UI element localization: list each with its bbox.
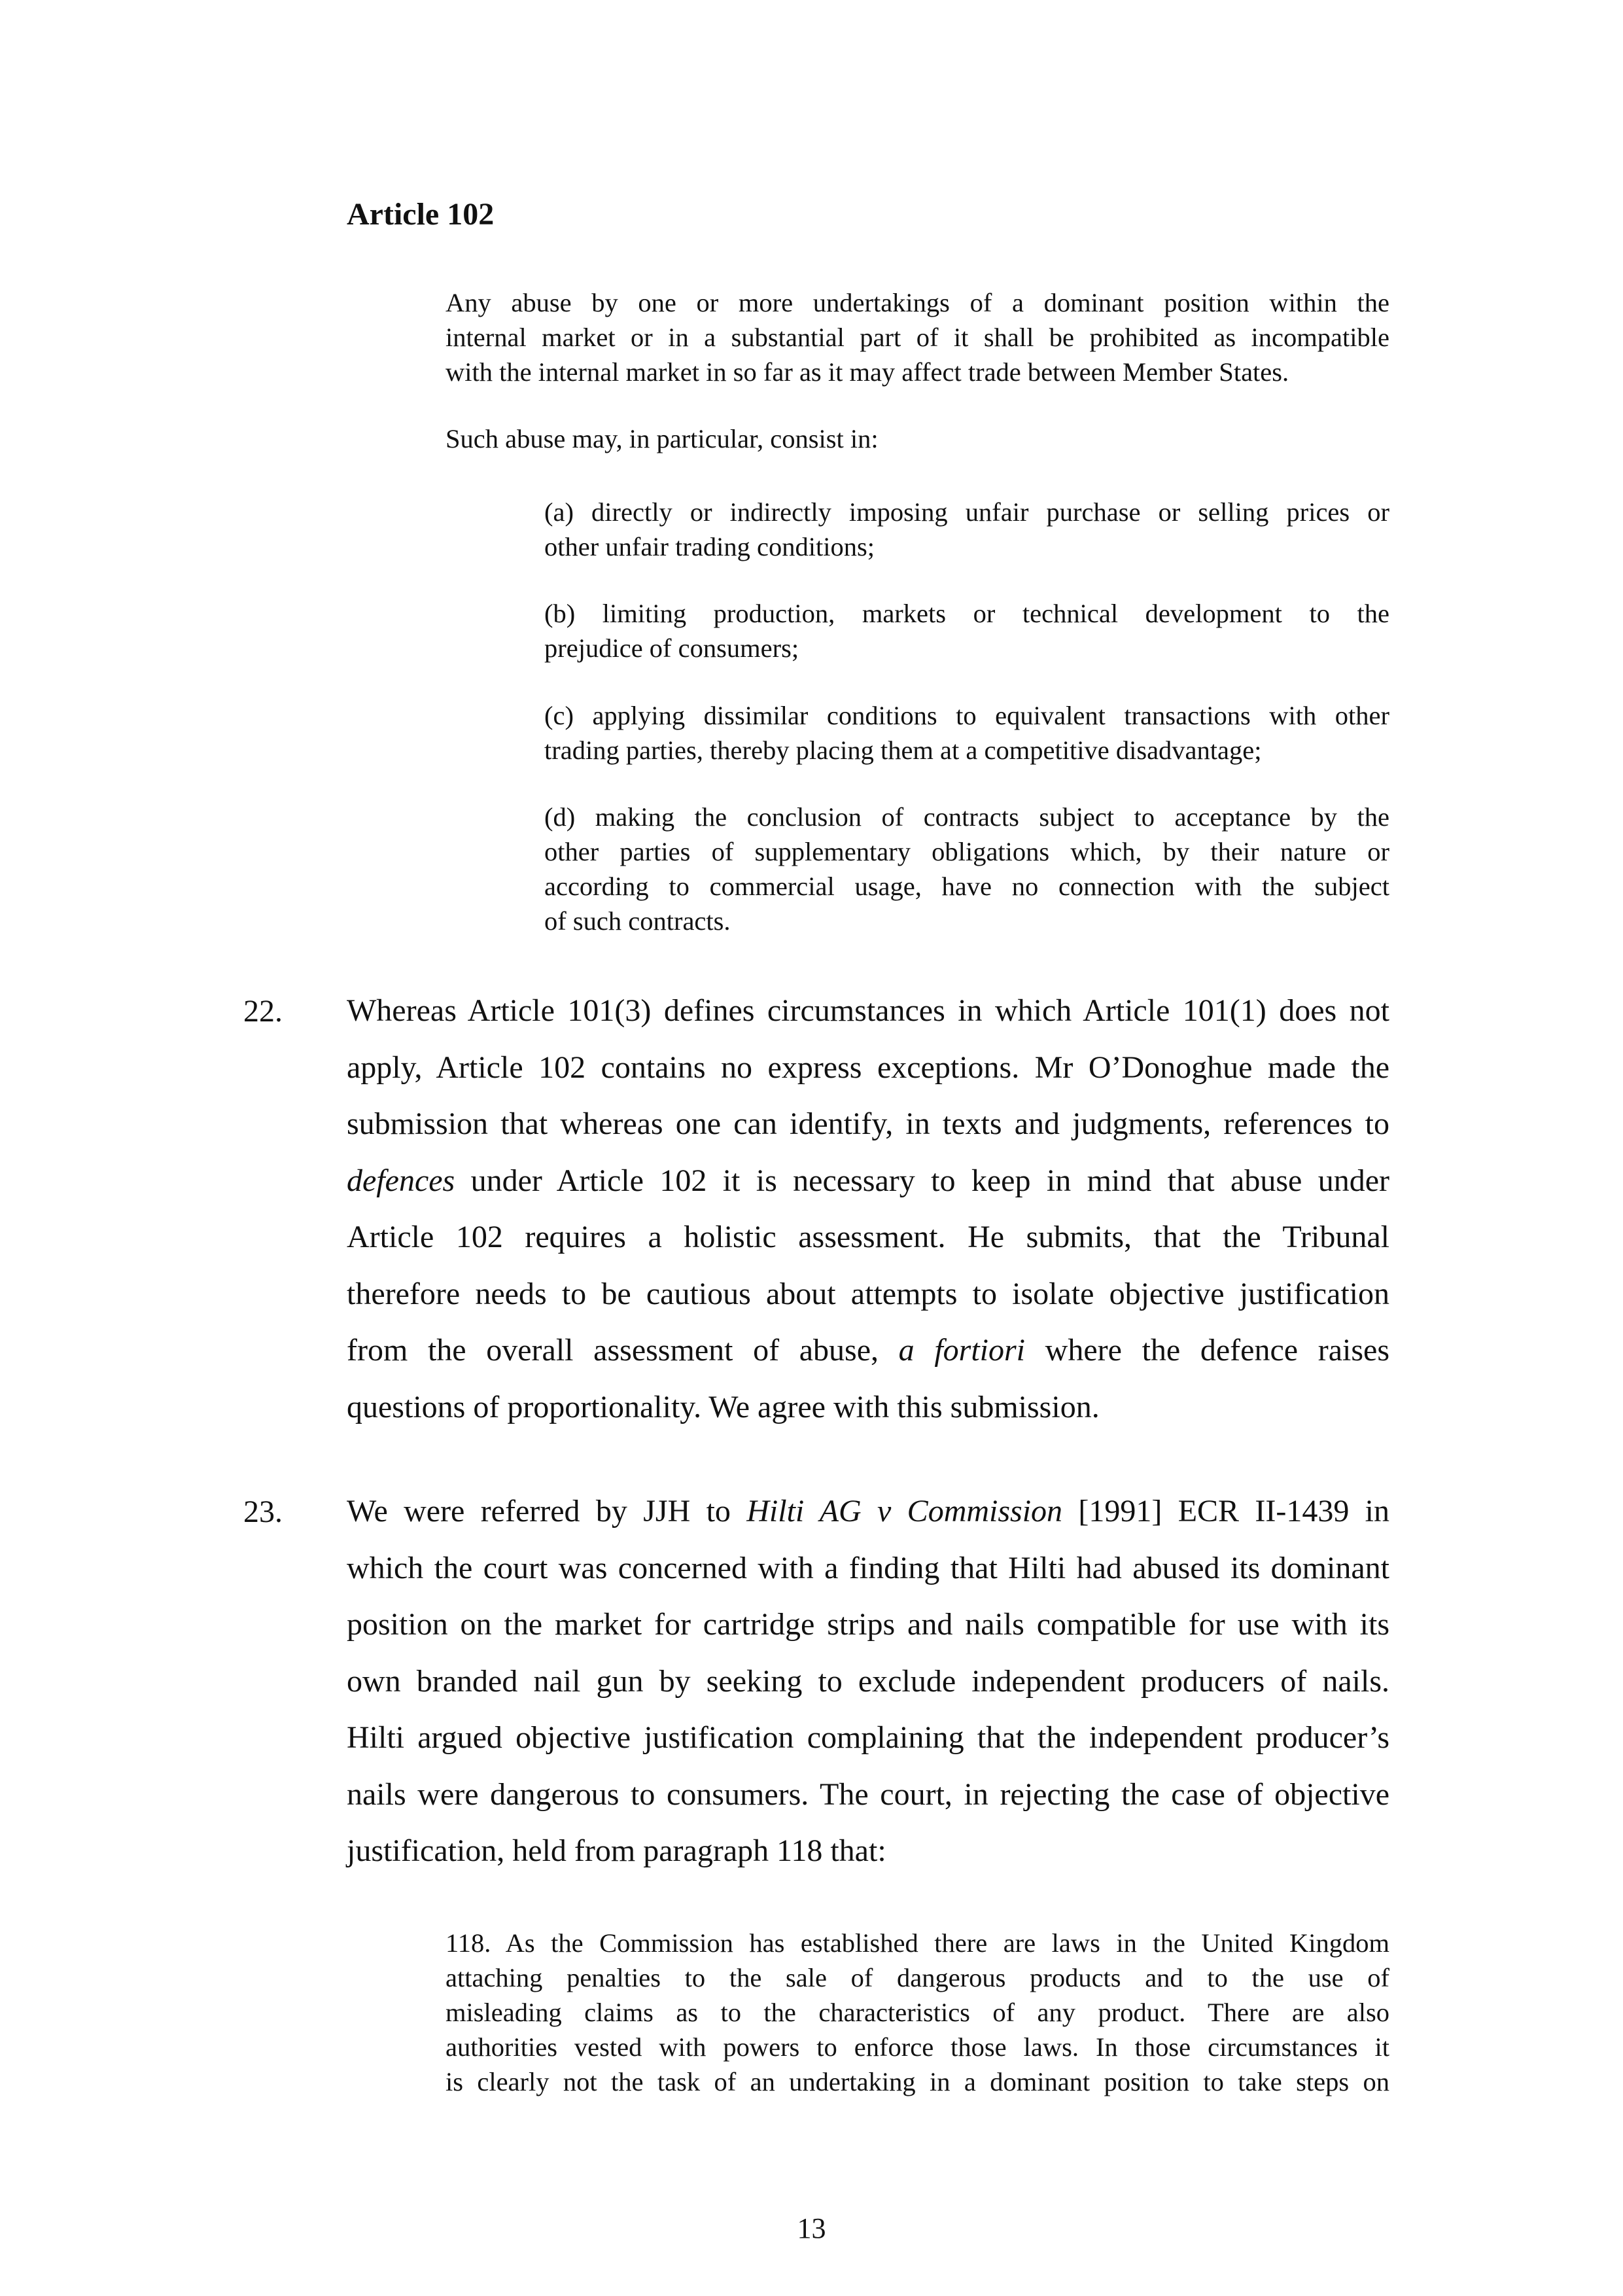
text-line: authorities vested with powers to enforce those laws. In those circumstances it — [445, 2032, 1389, 2062]
paragraph-number: 22. — [243, 994, 283, 1029]
text-line: other unfair trading conditions; — [544, 532, 875, 561]
text-line: apply, Article 102 contains no express exceptions. Mr O’Donoghue made the — [347, 1050, 1389, 1085]
text-line: (d) making the conclusion of contracts subject to acceptance by the — [544, 802, 1389, 832]
text-line: Article 102 requires a holistic assessment. He submits, that the Tribunal — [347, 1220, 1389, 1254]
article-item-d — [544, 800, 1389, 938]
text-line: (c) applying dissimilar conditions to equivalent transactions with other — [544, 701, 1389, 730]
text-line: nails were dangerous to consumers. The court, in rejecting the case of objective — [347, 1776, 1389, 1812]
text-line: questions of proportionality. We agree with this submission. — [347, 1389, 1100, 1424]
text-line: trading parties, thereby placing them at a competitive disadvantage; — [544, 735, 1262, 765]
paragraph-22 — [347, 983, 1389, 1436]
text-span: from the overall assessment of abuse, — [347, 1333, 899, 1368]
page-number: 13 — [797, 2212, 826, 2244]
text-span: under Article 102 it is necessary to keep in mind that abuse under — [455, 1163, 1389, 1198]
text-span: where the defence raises — [1025, 1333, 1390, 1368]
article-item-b — [544, 596, 1389, 665]
text-line — [347, 1483, 1389, 1540]
paragraph-number: 23. — [243, 1494, 283, 1529]
text-line: Hilti argued objective justification complaining that the independent producer’s — [347, 1720, 1389, 1755]
text-line: Such abuse may, in particular, consist in: — [445, 424, 879, 453]
text-line: (b) limiting production, markets or technical development to the — [544, 599, 1389, 628]
text-line: position on the market for cartridge strips and nails compatible for use with its — [347, 1607, 1389, 1642]
text-line: justification, held from paragraph 118 that: — [347, 1833, 886, 1868]
text-line — [347, 1153, 1389, 1210]
text-line: other parties of supplementary obligations which, by their nature or — [544, 837, 1389, 866]
text-line — [347, 1322, 1389, 1379]
text-line: of such contracts. — [544, 906, 731, 936]
text-line: Whereas Article 101(3) defines circumstances in which Article 101(1) does not — [347, 993, 1389, 1028]
text-line: with the internal market in so far as it may affect trade between Member States. — [445, 357, 1289, 387]
article-lead-in — [445, 421, 1389, 456]
text-line: submission that whereas one can identify, in texts and judgments, references to — [347, 1106, 1389, 1141]
text-line: Any abuse by one or more undertakings of a dominant position within the — [445, 288, 1389, 317]
article-heading: Article 102 — [347, 197, 495, 232]
quoted-judgment — [445, 1926, 1389, 2099]
text-line: according to commercial usage, have no connection with the subject — [544, 872, 1389, 901]
text-line: which the court was concerned with a finding that Hilti had abused its dominant — [347, 1550, 1389, 1585]
text-line: internal market or in a substantial part of it shall be prohibited as incompatible — [445, 323, 1389, 352]
text-line: attaching penalties to the sale of dangerous products and to the use of — [445, 1963, 1389, 1992]
text-span: [1991] ECR II-1439 in — [1062, 1494, 1390, 1528]
case-citation: Hilti AG v Commission — [746, 1494, 1063, 1528]
italic-term: defences — [347, 1163, 455, 1198]
text-line: 118. As the Commission has established there are laws in the United Kingdom — [445, 1928, 1389, 1958]
article-intro — [445, 285, 1389, 389]
text-line: misleading claims as to the characteristics of any product. There are also — [445, 1998, 1389, 2027]
article-item-a — [544, 495, 1389, 564]
text-line: (a) directly or indirectly imposing unfair purchase or selling prices or — [544, 497, 1389, 527]
italic-term: a fortiori — [898, 1333, 1026, 1368]
article-item-c — [544, 698, 1389, 768]
paragraph-23 — [347, 1483, 1389, 1880]
text-line: is clearly not the task of an undertaking in a dominant position to take steps on — [445, 2067, 1389, 2096]
text-line: prejudice of consumers; — [544, 633, 799, 663]
text-span: We were referred by JJH to — [347, 1494, 747, 1528]
text-line: own branded nail gun by seeking to exclude independent producers of nails. — [347, 1663, 1389, 1699]
text-line: therefore needs to be cautious about attempts to isolate objective justification — [347, 1276, 1389, 1311]
